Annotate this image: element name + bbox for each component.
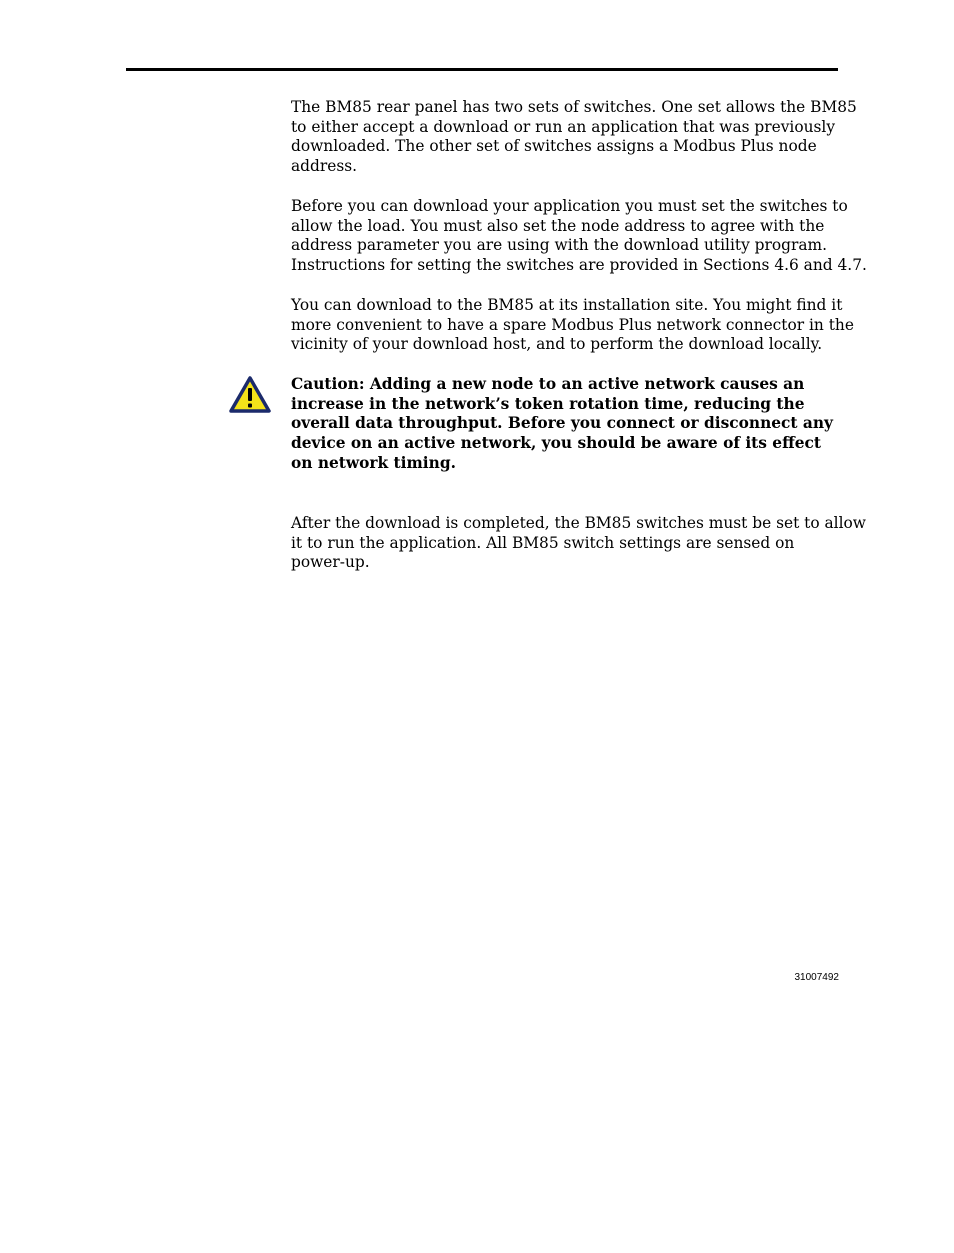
warning-triangle-icon <box>229 376 271 413</box>
paragraph-download-setup <box>291 197 867 276</box>
text-line: it to run the application. All BM85 switch settings are sensed on <box>291 533 795 552</box>
text-line: power-up. <box>291 553 370 572</box>
caution-line: device on an active network, you should be aware of its effect <box>291 434 821 453</box>
paragraph-after-download <box>291 514 866 573</box>
text-line: vicinity of your download host, and to perform the download locally. <box>291 335 823 354</box>
paragraph-installation-site <box>291 296 854 355</box>
caution-line: on network timing. <box>291 453 456 472</box>
text-line: Before you can download your application you must set the switches to <box>291 197 848 215</box>
header-rule <box>126 68 838 71</box>
text-line: After the download is completed, the BM85 switches must be set to allow <box>291 514 866 532</box>
text-line: more convenient to have a spare Modbus Plus network connector in the <box>291 315 854 334</box>
text-line: downloaded. The other set of switches assigns a Modbus Plus node <box>291 137 817 156</box>
text-line: You can download to the BM85 at its installation site. You might find it <box>291 296 843 314</box>
text-line: Instructions for setting the switches are provided in Sections 4.6 and 4.7. <box>291 256 867 275</box>
text-line: allow the load. You must also set the node address to agree with the <box>291 216 825 235</box>
text-line: to either accept a download or run an application that was previously <box>291 117 836 136</box>
caution-line: overall data throughput. Before you connect or disconnect any <box>291 414 834 433</box>
text-line: The BM85 rear panel has two sets of switches. One set allows the BM85 <box>291 98 857 116</box>
text-line: address. <box>291 157 358 176</box>
text-line: address parameter you are using with the download utility program. <box>291 236 828 255</box>
paragraph-switch-sets <box>291 98 857 177</box>
caution-line: Caution: Adding a new node to an active network causes an <box>291 375 805 393</box>
caution-notice <box>291 375 851 474</box>
caution-line: increase in the network’s token rotation time, reducing the <box>291 394 805 413</box>
document-number: 31007492 <box>794 972 839 983</box>
